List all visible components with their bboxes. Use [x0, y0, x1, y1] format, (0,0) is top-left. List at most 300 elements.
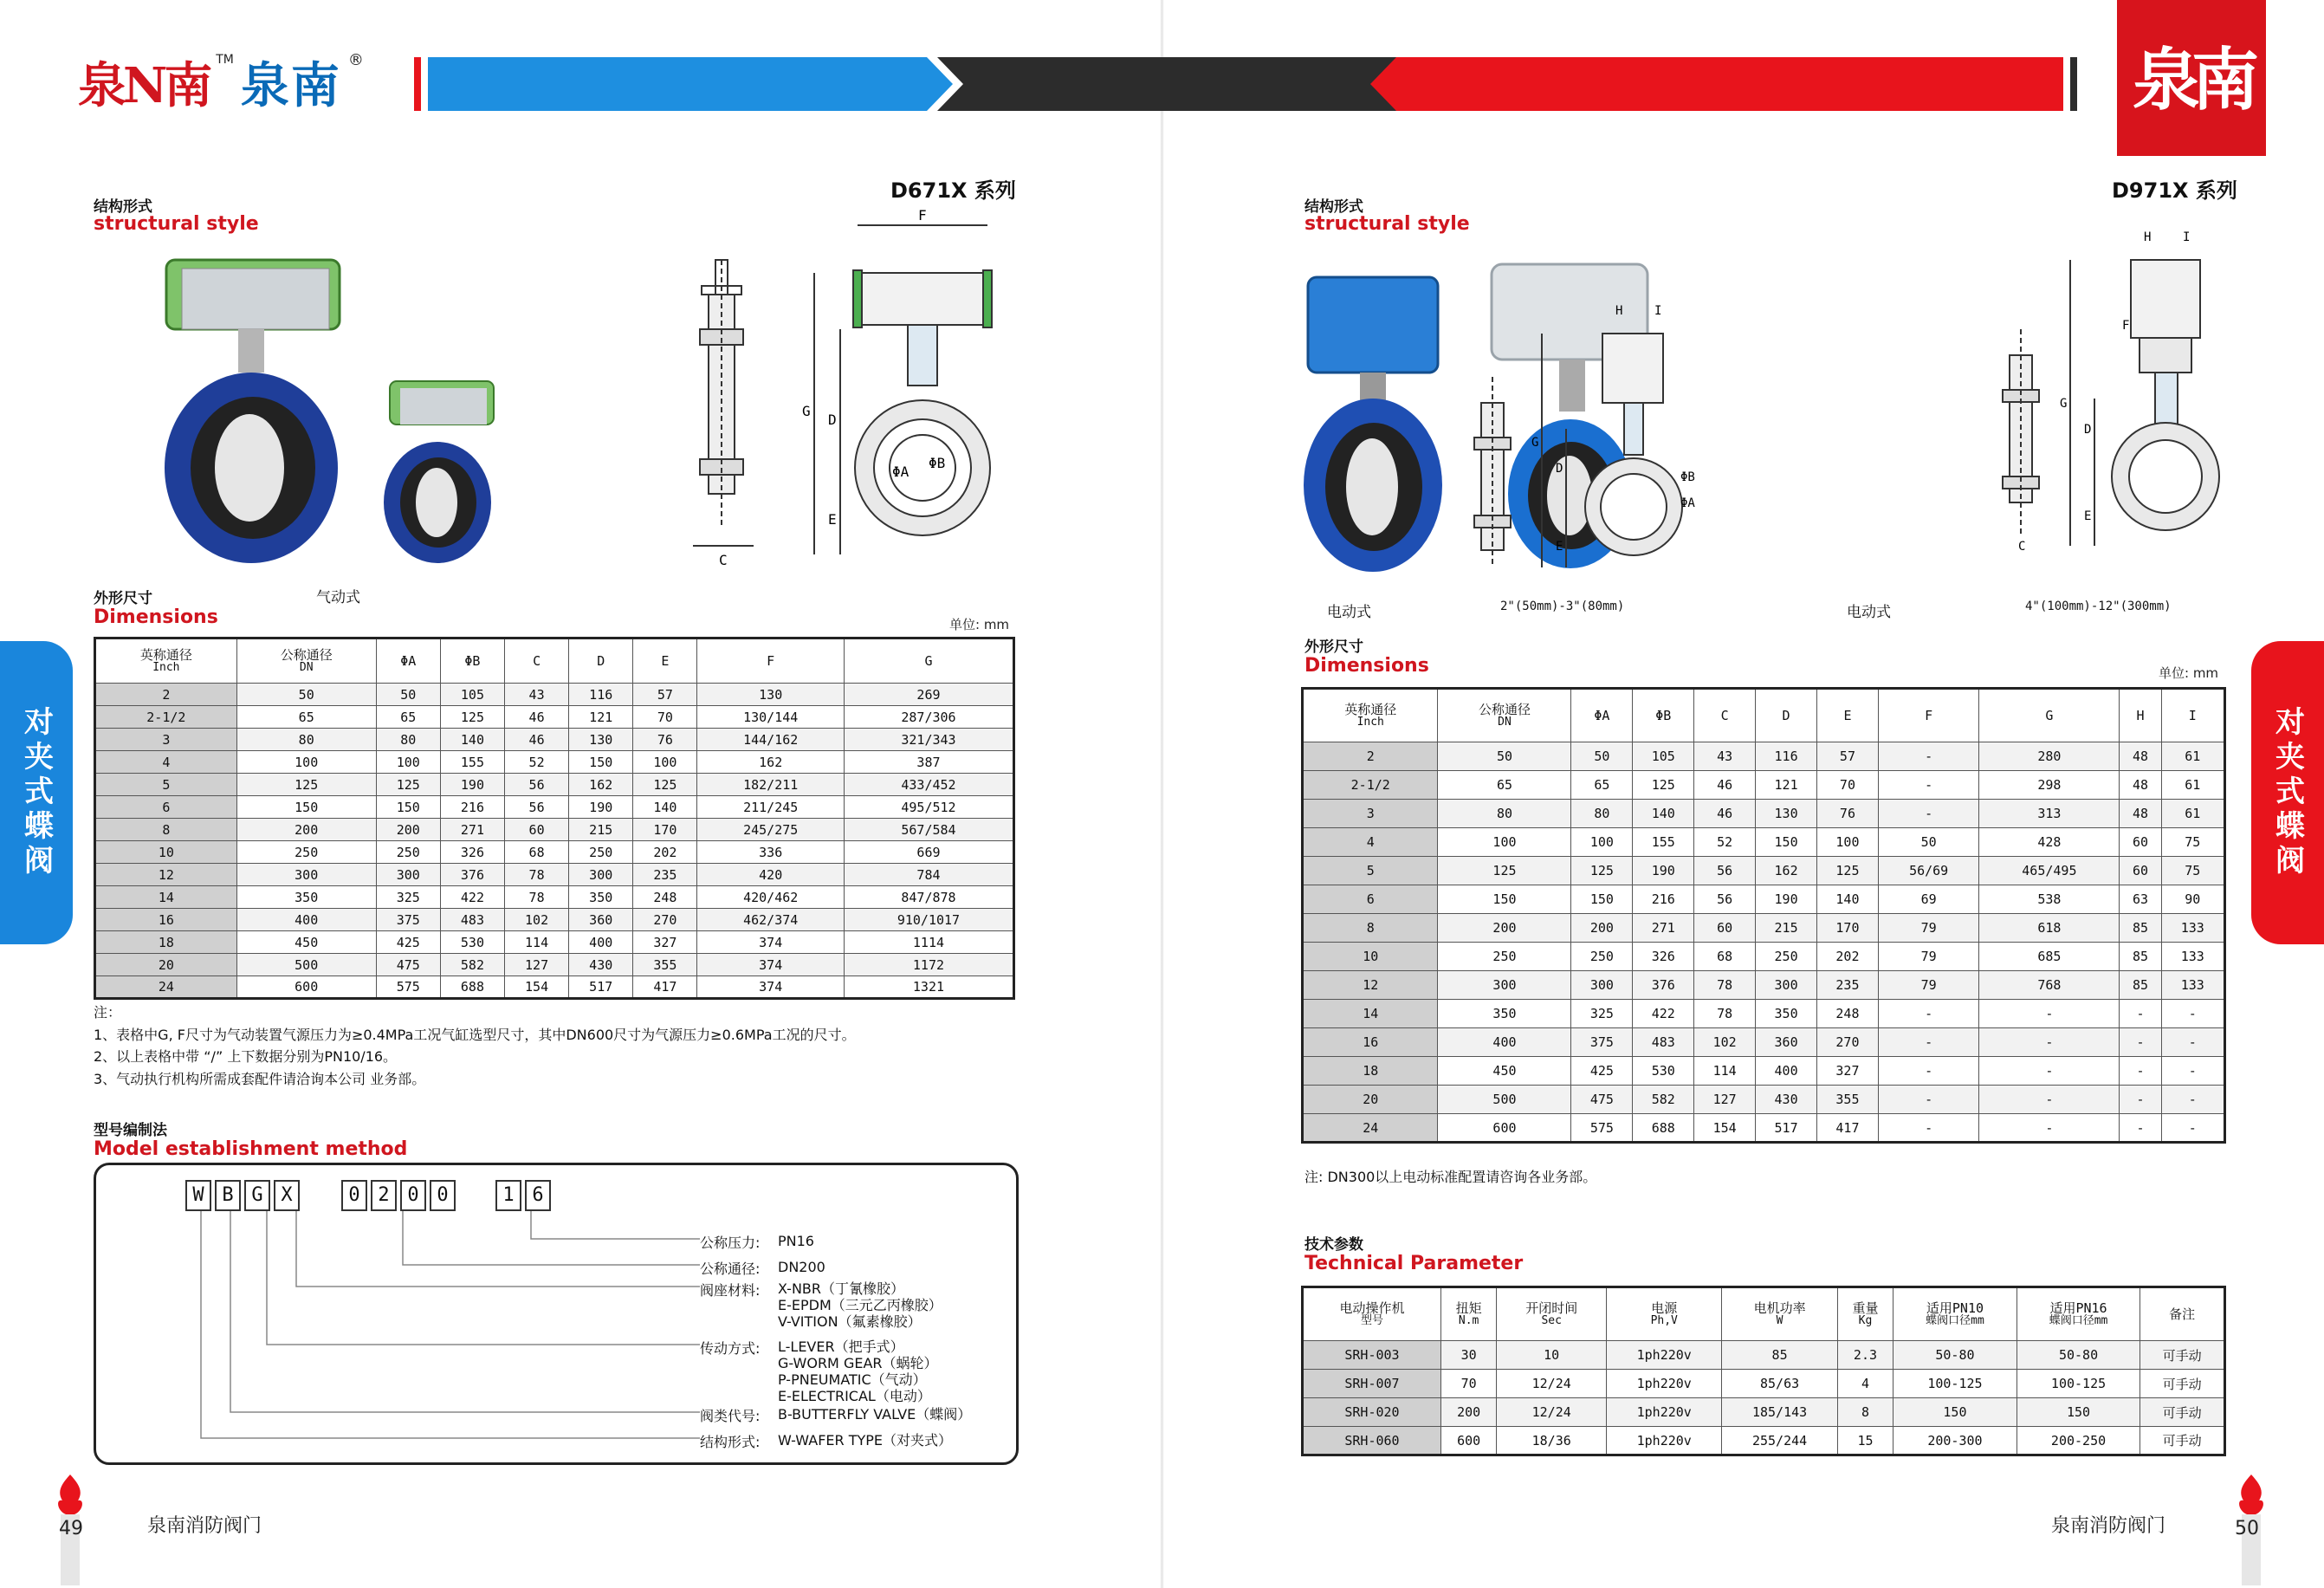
table-cell: 483 [1633, 1028, 1694, 1057]
table-cell: 517 [569, 976, 633, 999]
table-cell: 105 [1633, 742, 1694, 771]
right-page-number: 50 [2235, 1518, 2259, 1539]
left-notes [94, 1001, 856, 1090]
table-cell: 24 [95, 976, 237, 999]
table-cell: 48 [2120, 800, 2161, 828]
table-cell: 248 [633, 886, 697, 909]
code-cell: 0 [400, 1180, 426, 1211]
table-cell: 80 [1438, 800, 1571, 828]
table-cell: 200 [376, 819, 440, 841]
table-cell: 420/462 [697, 886, 845, 909]
table-cell: 300 [236, 864, 376, 886]
table-cell: 65 [1438, 771, 1571, 800]
table-cell: 65 [236, 706, 376, 729]
model-label-structure: 结构形式: [700, 1434, 761, 1450]
table-cell: 50 [1878, 828, 1978, 857]
table-cell: 52 [505, 751, 569, 774]
column-header: D [1756, 689, 1817, 742]
column-header: I [2161, 689, 2224, 742]
table-cell: 80 [236, 729, 376, 751]
table-cell: 417 [633, 976, 697, 999]
table-cell: 618 [1979, 914, 2120, 943]
table-cell: 182/211 [697, 774, 845, 796]
table-cell: 50 [1438, 742, 1571, 771]
table-cell: 430 [569, 954, 633, 976]
dim-label-D-large: D [2084, 423, 2092, 437]
tech-heading-en: Technical Parameter [1304, 1253, 1524, 1274]
table-cell: 150 [376, 796, 440, 819]
table-cell: 245/275 [697, 819, 845, 841]
table-cell: 327 [633, 931, 697, 954]
table-cell: 69 [1878, 885, 1978, 914]
table-cell: 600 [236, 976, 376, 999]
table-row [1303, 1398, 2225, 1427]
left-struct-heading-cn: 结构形式 [94, 198, 152, 216]
table-cell: 190 [569, 796, 633, 819]
table-cell: 121 [1756, 771, 1817, 800]
code-cell: W [185, 1180, 211, 1211]
table-row [95, 909, 1014, 931]
table-cell: 50 [236, 684, 376, 706]
table-cell: 425 [1571, 1057, 1633, 1086]
table-cell: 60 [2120, 857, 2161, 885]
right-unit: 单位: mm [2159, 665, 2219, 681]
table-cell: 50 [1571, 742, 1633, 771]
table-cell: 270 [1817, 1028, 1879, 1057]
table-cell: 可手动 [2140, 1370, 2225, 1398]
model-label-seat: 阀座材料: [700, 1282, 761, 1299]
table-cell: 14 [1303, 1000, 1438, 1028]
left-dimensions-table [94, 637, 1015, 1000]
table-cell: 300 [1438, 971, 1571, 1000]
corner-logo-text: 泉南 [2133, 41, 2251, 120]
table-cell: 433/452 [844, 774, 1013, 796]
table-cell: 5 [1303, 857, 1438, 885]
table-cell: 46 [1694, 771, 1756, 800]
drive-gear: G-WORM GEAR（蜗轮） [778, 1355, 938, 1371]
table-cell: 5 [95, 774, 237, 796]
left-dim-heading-en: Dimensions [94, 606, 218, 628]
table-cell: 60 [505, 819, 569, 841]
table-cell: 360 [1756, 1028, 1817, 1057]
table-cell: - [1878, 1000, 1978, 1028]
table-cell: 190 [1633, 857, 1694, 885]
table-cell: 150 [1571, 885, 1633, 914]
table-cell: - [2161, 1114, 2224, 1143]
table-cell: 575 [1571, 1114, 1633, 1143]
dim-label-phiA-small: ΦA [1680, 496, 1695, 510]
table-cell: 10 [95, 841, 237, 864]
table-cell: 910/1017 [844, 909, 1013, 931]
column-header: F [697, 638, 845, 684]
table-row [95, 706, 1014, 729]
table-cell: 10 [1303, 943, 1438, 971]
table-row [95, 796, 1014, 819]
table-cell: 140 [1817, 885, 1879, 914]
table-row [1303, 971, 2225, 1000]
technical-parameter-table [1301, 1286, 2226, 1456]
table-cell: 530 [440, 931, 504, 954]
left-unit: 单位: mm [949, 617, 1010, 632]
table-cell: - [2161, 1057, 2224, 1086]
table-cell: 250 [236, 841, 376, 864]
table-cell: 374 [697, 976, 845, 999]
table-cell: 185/143 [1722, 1398, 1837, 1427]
table-cell: 130 [697, 684, 845, 706]
table-cell: 374 [697, 931, 845, 954]
code-cell: 0 [341, 1180, 367, 1211]
table-cell: 125 [376, 774, 440, 796]
table-cell: 100 [376, 751, 440, 774]
table-cell: 4 [1837, 1370, 1893, 1398]
table-cell: 325 [376, 886, 440, 909]
column-header: 电机功率 W [1722, 1287, 1837, 1341]
table-cell: 125 [633, 774, 697, 796]
dim-label-C: C [719, 552, 728, 568]
table-cell: 270 [633, 909, 697, 931]
table-cell: 61 [2161, 771, 2224, 800]
dim-label-phiB: ΦB [929, 455, 946, 471]
table-cell: 60 [1694, 914, 1756, 943]
table-cell: 420 [697, 864, 845, 886]
electric-caption-1: 电动式 [1327, 604, 1371, 621]
seat-viton: V-VITION（氟素橡胶） [778, 1313, 922, 1330]
table-cell: 60 [2120, 828, 2161, 857]
model-value-pressure: PN16 [778, 1233, 814, 1249]
model-heading-cn: 型号编制法 [94, 1122, 167, 1139]
tech-heading-cn: 技术参数 [1304, 1236, 1363, 1254]
table-cell: 248 [1817, 1000, 1879, 1028]
column-header: 电动操作机 型号 [1303, 1287, 1441, 1341]
column-header: G [1979, 689, 2120, 742]
right-dimensions-table [1301, 687, 2226, 1144]
table-cell: 85/63 [1722, 1370, 1837, 1398]
column-header: 适用PN10 蝶阀口径mm [1894, 1287, 2017, 1341]
model-label-pressure: 公称压力: [700, 1235, 761, 1251]
table-cell: - [1979, 1057, 2120, 1086]
table-cell: - [1979, 1114, 2120, 1143]
table-cell: 1172 [844, 954, 1013, 976]
table-cell: 65 [376, 706, 440, 729]
note-1: 1、表格中G, F尺寸为气动装置气源压力为≥0.4MPa工况气缸选型尺寸，其中DN600尺寸为气源压力≥0.6MPa工况的尺寸。 [94, 1026, 856, 1043]
table-cell: 4 [1303, 828, 1438, 857]
table-cell: 78 [1694, 971, 1756, 1000]
table-cell: 475 [1571, 1086, 1633, 1114]
table-cell: 269 [844, 684, 1013, 706]
table-cell: 127 [1694, 1086, 1756, 1114]
table-cell: - [2161, 1086, 2224, 1114]
note-3: 3、气动执行机构所需成套配件请洽询本公司 业务部。 [94, 1070, 426, 1087]
column-header: 开闭时间 Sec [1497, 1287, 1607, 1341]
table-cell: 375 [376, 909, 440, 931]
table-cell: 202 [633, 841, 697, 864]
table-cell: 102 [1694, 1028, 1756, 1057]
table-cell: 57 [1817, 742, 1879, 771]
table-cell: 125 [1438, 857, 1571, 885]
table-cell: 46 [505, 706, 569, 729]
dim-label-phiA: ΦA [892, 463, 910, 480]
table-cell: 70 [633, 706, 697, 729]
table-row [95, 886, 1014, 909]
left-side-tab: 对夹式蝶阀 [0, 641, 73, 944]
corner-logo [2117, 0, 2266, 156]
right-dim-heading-en: Dimensions [1304, 655, 1429, 677]
table-cell: 450 [1438, 1057, 1571, 1086]
code-cell: 6 [525, 1180, 551, 1211]
table-cell: 75 [2161, 857, 2224, 885]
table-cell: 3 [1303, 800, 1438, 828]
model-value-dn: DN200 [778, 1259, 825, 1275]
table-cell: - [1878, 1114, 1978, 1143]
table-row [95, 864, 1014, 886]
table-cell: 538 [1979, 885, 2120, 914]
table-cell: 130 [569, 729, 633, 751]
table-cell: 68 [505, 841, 569, 864]
table-cell: 144/162 [697, 729, 845, 751]
table-cell: 450 [236, 931, 376, 954]
table-cell: 78 [505, 886, 569, 909]
code-cell: 1 [495, 1180, 521, 1211]
table-row [1303, 800, 2225, 828]
table-cell: 768 [1979, 971, 2120, 1000]
table-row [95, 774, 1014, 796]
table-cell: 78 [1694, 1000, 1756, 1028]
table-cell: 300 [1571, 971, 1633, 1000]
table-cell: SRH-003 [1303, 1341, 1441, 1370]
table-cell: 133 [2161, 914, 2224, 943]
table-cell: SRH-007 [1303, 1370, 1441, 1398]
table-cell: 12/24 [1497, 1398, 1607, 1427]
table-cell: 1321 [844, 976, 1013, 999]
table-row [1303, 742, 2225, 771]
table-cell: 235 [633, 864, 697, 886]
table-cell: 313 [1979, 800, 2120, 828]
column-header: 重量 Kg [1837, 1287, 1893, 1341]
right-note: 注: DN300以上电动标准配置请咨询各业务部。 [1304, 1169, 1597, 1185]
dim-label-D-small: D [1556, 462, 1563, 476]
table-cell: 250 [1756, 943, 1817, 971]
column-header: C [505, 638, 569, 684]
dim-label-E-small: E [1556, 540, 1563, 554]
seat-epdm: E-EPDM（三元乙丙橡胶） [778, 1297, 942, 1313]
table-cell: 可手动 [2140, 1341, 2225, 1370]
table-cell: 78 [505, 864, 569, 886]
table-cell: 100-125 [2017, 1370, 2140, 1398]
electric-size-1: 2"(50mm)-3"(80mm) [1500, 600, 1625, 613]
table-cell: 100-125 [1894, 1370, 2017, 1398]
table-cell: 162 [1756, 857, 1817, 885]
table-cell: 154 [1694, 1114, 1756, 1143]
seat-nbr: X-NBR（丁氰橡胶） [778, 1280, 905, 1297]
table-row [95, 931, 1014, 954]
table-cell: 127 [505, 954, 569, 976]
table-cell: 600 [1440, 1427, 1496, 1455]
table-cell: 68 [1694, 943, 1756, 971]
left-struct-heading-en: structural style [94, 213, 259, 235]
table-row [1303, 1086, 2225, 1114]
table-row [1303, 1000, 2225, 1028]
table-cell: 170 [1817, 914, 1879, 943]
right-side-tab: 对夹式蝶阀 [2251, 641, 2324, 944]
table-cell: 52 [1694, 828, 1756, 857]
table-cell: 8 [1837, 1398, 1893, 1427]
right-series-title: D971X 系列 [2112, 178, 2237, 203]
table-cell: 255/244 [1722, 1427, 1837, 1455]
table-cell: 190 [440, 774, 504, 796]
table-cell: 125 [1817, 857, 1879, 885]
table-cell: 688 [440, 976, 504, 999]
table-cell: 65 [1571, 771, 1633, 800]
table-cell: 298 [1979, 771, 2120, 800]
column-header: E [633, 638, 697, 684]
table-cell: 376 [1633, 971, 1694, 1000]
table-cell: 90 [2161, 885, 2224, 914]
table-cell: 150 [1894, 1398, 2017, 1427]
table-cell: 517 [1756, 1114, 1817, 1143]
table-cell: 355 [633, 954, 697, 976]
table-cell: 16 [95, 909, 237, 931]
column-header: ΦB [440, 638, 504, 684]
table-cell: 271 [440, 819, 504, 841]
table-cell: 250 [376, 841, 440, 864]
code-cell: 2 [371, 1180, 397, 1211]
table-cell: 202 [1817, 943, 1879, 971]
model-label-drive: 传动方式: [700, 1340, 761, 1357]
table-cell: 14 [95, 886, 237, 909]
model-value-type: B-BUTTERFLY VALVE（蝶阀） [778, 1406, 972, 1423]
table-cell: 6 [1303, 885, 1438, 914]
column-header: 适用PN16 蝶阀口径mm [2017, 1287, 2140, 1341]
table-cell: - [1878, 1086, 1978, 1114]
table-cell: - [1878, 742, 1978, 771]
table-row [95, 729, 1014, 751]
drive-lever: L-LEVER（把手式） [778, 1338, 904, 1355]
table-cell: 16 [1303, 1028, 1438, 1057]
table-cell: 327 [1817, 1057, 1879, 1086]
table-cell: 600 [1438, 1114, 1571, 1143]
table-cell: 102 [505, 909, 569, 931]
table-cell: 325 [1571, 1000, 1633, 1028]
table-row [95, 954, 1014, 976]
left-page-number: 49 [59, 1518, 83, 1539]
table-cell: 321/343 [844, 729, 1013, 751]
table-cell: 130/144 [697, 706, 845, 729]
table-row [1303, 828, 2225, 857]
dim-label-F: F [918, 208, 927, 224]
table-cell: 375 [1571, 1028, 1633, 1057]
table-row [1303, 1341, 2225, 1370]
table-cell: 400 [569, 931, 633, 954]
table-cell: 3 [95, 729, 237, 751]
table-cell: 475 [376, 954, 440, 976]
table-cell: - [1878, 771, 1978, 800]
table-cell: 43 [505, 684, 569, 706]
table-cell: 350 [236, 886, 376, 909]
table-cell: 374 [697, 954, 845, 976]
table-cell: 76 [1817, 800, 1879, 828]
column-header: 扭矩 N.m [1440, 1287, 1496, 1341]
note-2: 2、以上表格中带 “/” 上下数据分别为PN10/16。 [94, 1048, 398, 1066]
table-cell: 376 [440, 864, 504, 886]
dim-label-G-large: G [2060, 397, 2068, 411]
table-cell: 162 [697, 751, 845, 774]
table-cell: SRH-060 [1303, 1427, 1441, 1455]
dim-label-I-small: I [1654, 304, 1662, 318]
right-struct-heading-cn: 结构形式 [1304, 198, 1363, 216]
table-cell: 61 [2161, 742, 2224, 771]
table-row [95, 684, 1014, 706]
column-header: 备注 [2140, 1287, 2225, 1341]
table-cell: 61 [2161, 800, 2224, 828]
table-cell: 56 [505, 774, 569, 796]
table-row [1303, 857, 2225, 885]
table-cell: 1ph220v [1607, 1341, 1722, 1370]
code-cell: 0 [430, 1180, 456, 1211]
table-row [1303, 1114, 2225, 1143]
column-header: D [569, 638, 633, 684]
table-cell: 216 [1633, 885, 1694, 914]
table-cell: - [1878, 1057, 1978, 1086]
table-cell: 50-80 [1894, 1341, 2017, 1370]
table-cell: 85 [2120, 971, 2161, 1000]
table-cell: 79 [1878, 943, 1978, 971]
table-cell: 18 [95, 931, 237, 954]
table-cell: 50 [376, 684, 440, 706]
table-cell: 80 [1571, 800, 1633, 828]
table-row [1303, 1028, 2225, 1057]
table-cell: 130 [1756, 800, 1817, 828]
table-cell: 150 [236, 796, 376, 819]
table-cell: - [2120, 1000, 2161, 1028]
table-cell: 300 [1756, 971, 1817, 1000]
table-cell: 154 [505, 976, 569, 999]
table-cell: 125 [1633, 771, 1694, 800]
table-cell: 43 [1694, 742, 1756, 771]
table-cell: 2.3 [1837, 1341, 1893, 1370]
column-header: 英称通径 Inch [1303, 689, 1438, 742]
table-cell: 400 [1756, 1057, 1817, 1086]
table-cell: 235 [1817, 971, 1879, 1000]
table-cell: 326 [440, 841, 504, 864]
table-cell: 50-80 [2017, 1341, 2140, 1370]
table-cell: 1ph220v [1607, 1370, 1722, 1398]
column-header: E [1817, 689, 1879, 742]
table-cell: 15 [1837, 1427, 1893, 1455]
table-cell: 18 [1303, 1057, 1438, 1086]
table-cell: 80 [376, 729, 440, 751]
table-cell: 114 [505, 931, 569, 954]
table-cell: 1114 [844, 931, 1013, 954]
brand-logo [78, 48, 364, 117]
table-cell: 85 [2120, 914, 2161, 943]
table-cell: 100 [633, 751, 697, 774]
table-cell: 125 [236, 774, 376, 796]
table-cell: 360 [569, 909, 633, 931]
table-cell: 56 [1694, 857, 1756, 885]
table-row [95, 751, 1014, 774]
dim-label-E-large: E [2084, 509, 2092, 523]
right-dim-heading-cn: 外形尺寸 [1304, 638, 1363, 656]
table-cell: 2 [1303, 742, 1438, 771]
table-cell: 400 [236, 909, 376, 931]
model-label-type: 阀类代号: [700, 1408, 761, 1424]
table-cell: 287/306 [844, 706, 1013, 729]
table-cell: 140 [633, 796, 697, 819]
left-technical-drawing [684, 208, 1031, 580]
table-cell: 140 [440, 729, 504, 751]
table-cell: 422 [1633, 1000, 1694, 1028]
brand-mark: 泉N南 [78, 57, 210, 114]
